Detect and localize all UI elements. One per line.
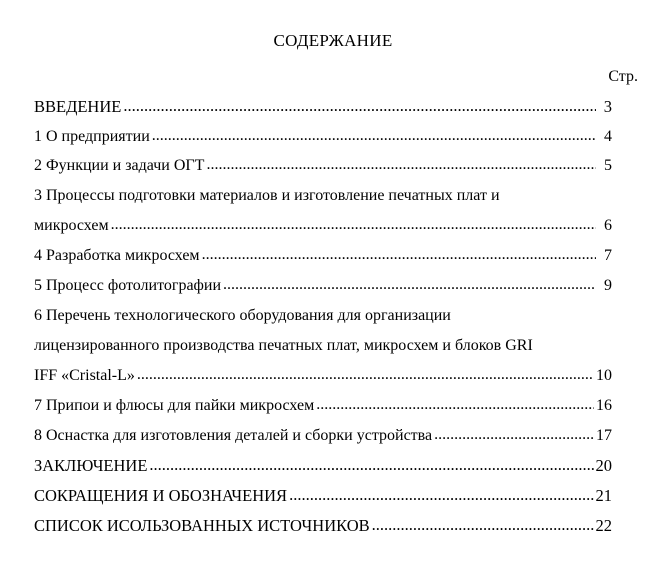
toc-entry-references[interactable]: [34, 516, 612, 536]
toc-entry-label: ЗАКЛЮЧЕНИЕ: [34, 456, 148, 475]
toc-entry-label: 1 О предприятии: [34, 128, 150, 145]
toc-entry-page: 9: [604, 277, 612, 294]
toc-leader-dots: [206, 155, 596, 175]
toc-leader-dots: [434, 425, 594, 445]
toc-leader-dots: [289, 485, 593, 505]
toc-entry-1[interactable]: [34, 127, 612, 147]
toc-entry-3-line1[interactable]: 3 Процессы подготовки материалов и изготовление печатных плат и: [34, 187, 500, 204]
toc-entry-8[interactable]: [34, 426, 612, 446]
toc-entry-label: микросхем: [34, 217, 109, 234]
toc-entry-conclusion[interactable]: [34, 456, 612, 476]
toc-entry-abbreviations[interactable]: [34, 486, 612, 506]
toc-leader-dots: [316, 395, 594, 415]
toc-entry-page: 7: [604, 247, 612, 264]
toc-entry-page: 20: [595, 456, 612, 475]
toc-entry-page: 3: [603, 97, 612, 116]
toc-entry-page: 22: [595, 516, 612, 535]
toc-entry-6[interactable]: [34, 366, 612, 386]
toc-entry-page: 17: [596, 427, 612, 444]
toc-entry-page: 10: [596, 367, 612, 384]
toc-entry-label: 5 Процесс фотолитографии: [34, 277, 222, 294]
toc-leader-dots: [149, 455, 593, 475]
toc-leader-dots: [152, 126, 596, 146]
page-column-header: Стр.: [608, 68, 638, 85]
toc-entry-label: 7 Припои и флюсы для пайки микросхем: [34, 397, 315, 414]
toc-entry-label: СПИСОК ИСОЛЬЗОВАННЫХ ИСТОЧНИКОВ: [34, 516, 370, 535]
toc-leader-dots: [202, 245, 596, 265]
toc-entry-label: СОКРАЩЕНИЯ И ОБОЗНАЧЕНИЯ: [34, 486, 288, 505]
toc-entry-label: 8 Оснастка для изготовления деталей и сборки устройства: [34, 427, 433, 444]
toc-entry-introduction[interactable]: [34, 97, 612, 117]
toc-leader-dots: [223, 275, 596, 295]
toc-entry-page: 5: [604, 157, 612, 174]
toc-entry-4[interactable]: [34, 246, 612, 266]
toc-entry-page: 4: [604, 128, 612, 145]
toc-entry-7[interactable]: [34, 396, 612, 416]
toc-entry-6-line2[interactable]: лицензированного производства печатных плат, микросхем и блоков GRI: [34, 337, 533, 354]
toc-entry-2[interactable]: [34, 156, 612, 176]
toc-entry-label: 2 Функции и задачи ОГТ: [34, 157, 205, 174]
toc-leader-dots: [123, 96, 596, 116]
toc-entry-label: IFF «Cristal-L»: [34, 367, 135, 384]
toc-entry-page: 16: [596, 397, 612, 414]
page-title: СОДЕРЖАНИЕ: [273, 31, 393, 50]
toc-entry-6-line1[interactable]: 6 Перечень технологического оборудования для организации: [34, 307, 451, 324]
toc-entry-label: ВВЕДЕНИЕ: [34, 97, 122, 116]
toc-leader-dots: [372, 515, 594, 535]
toc-entry-3[interactable]: [34, 216, 612, 236]
toc-entry-label: 4 Разработка микросхем: [34, 247, 200, 264]
toc-leader-dots: [137, 365, 594, 385]
toc-entry-page: 21: [595, 486, 612, 505]
toc-entry-5[interactable]: [34, 276, 612, 296]
toc-entry-page: 6: [604, 217, 612, 234]
toc-leader-dots: [111, 215, 596, 235]
